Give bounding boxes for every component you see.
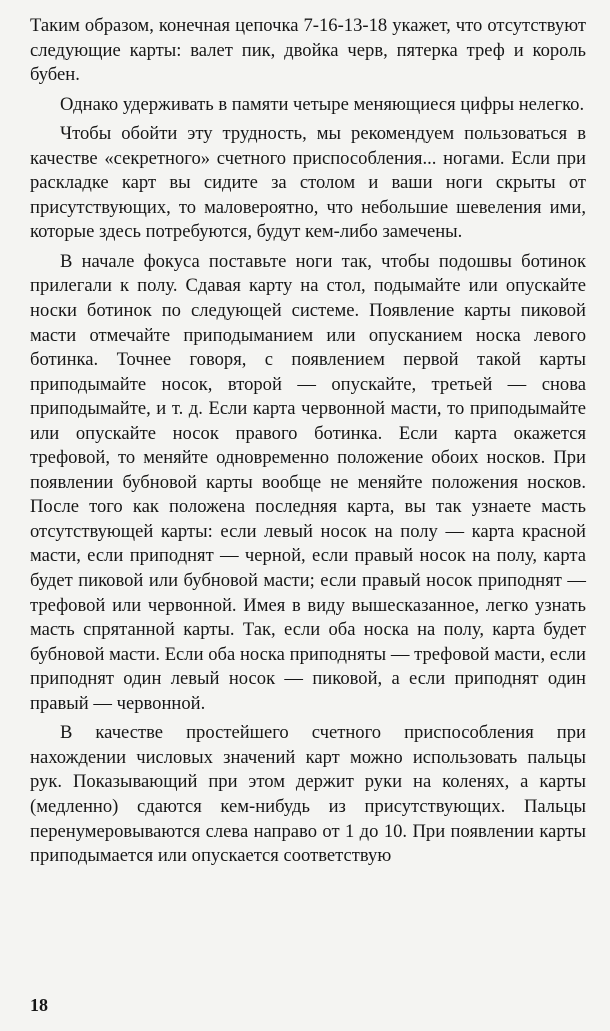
paragraph-feet-counter: Чтобы обойти эту трудность, мы рекомендуем пользоваться в качестве «секретного» счетного приспособления... ногами. Если при раскладке карт вы сидите за столом и ваши ноги скрыты от присутствующих, то маловероятно, что небольшие шевеления ими, которые здесь потребуются, будут кем-либо замечены. (30, 123, 586, 243)
book-page-text (30, 14, 586, 869)
paragraph-toe-system: В начале фокуса поставьте ноги так, чтобы подошвы ботинок прилегали к полу. Сдавая карту на стол, подымайте или опускайте носки ботинок по следующей системе. Появление карты пиковой масти отмечайте приподыманием или опусканием носка левого ботинка. Точнее говоря, с появлением первой такой карты приподымайте носок, второй — опускайте, третьей — снова приподымайте, и т. д. Если карта червонной масти, то приподымайте или опускайте носок правого ботинка. Если карта окажется трефовой, то меняйте одновременно положение обоих носков. При появлении бубновой карты вообще не меняйте положения носков. После того как положена последняя карта, вы так узнаете масть отсутствующей карты: если левый носок на полу — карта красной масти, если приподнят — черной, если правый носок на полу, карта будет пиковой или бубновой масти; если правый носок приподнят — трефовой или червонной. Имея в виду вышесказанное, легко узнать масть спрятанной карты. Так, если оба носка на полу, карта будет бубновой масти. Если оба носка приподняты — трефовой масти, если приподнят один левый носок — пиковой, а если приподнят один правый — червонной. (30, 250, 586, 714)
paragraph-memory-difficulty: Однако удерживать в памяти четыре меняющиеся цифры нелегко. (60, 93, 585, 115)
page-number: 18 (30, 995, 48, 1015)
paragraph-finger-counter: В качестве простейшего счетного приспособления при нахождении числовых значений карт можно использовать пальцы рук. Показывающий при этом держит руки на коленях, а карты (медленно) сдаются кем-нибудь из присутствующих. Пальцы перенумеровываются слева направо от 1 до 10. При появлении карты приподымается или опускается соответствую (30, 722, 586, 867)
paragraph-chain-result: Таким образом, конечная цепочка 7-16-13-18 укажет, что отсутствуют следующие карты: валет пик, двойка черв, пятерка треф и король бубен. (30, 15, 586, 86)
